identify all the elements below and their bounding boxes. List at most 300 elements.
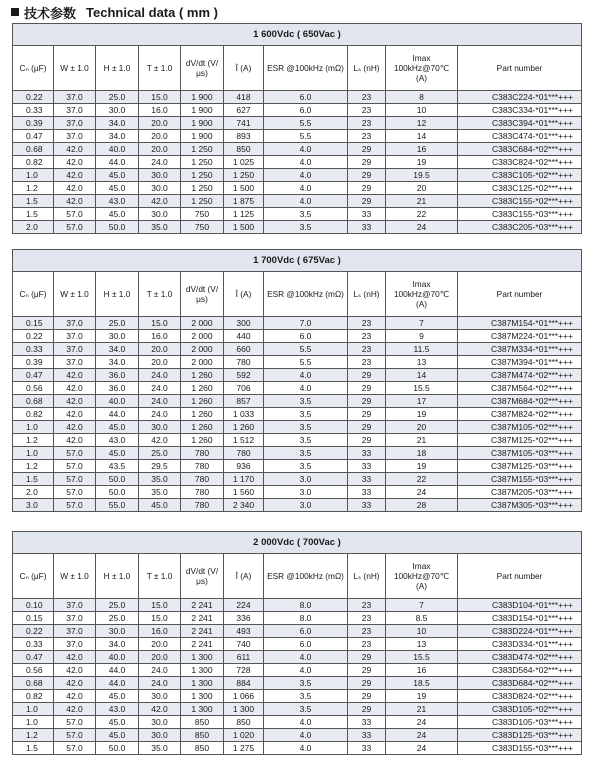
table-row bbox=[13, 473, 582, 486]
cell-w: 37.0 bbox=[54, 104, 96, 117]
cell-ls: 33 bbox=[348, 742, 386, 755]
cell-h: 36.0 bbox=[96, 382, 139, 395]
cell-esr: 5.5 bbox=[264, 130, 348, 143]
cell-esr: 3.0 bbox=[264, 486, 348, 499]
cell-ls: 29 bbox=[348, 156, 386, 169]
cell-ipk: 611 bbox=[224, 651, 264, 664]
cell-w: 42.0 bbox=[54, 408, 96, 421]
cell-ls: 23 bbox=[348, 130, 386, 143]
cell-part-number: C383C684-*02***+++ bbox=[458, 143, 582, 156]
cell-ipk: 728 bbox=[224, 664, 264, 677]
cell-ls: 23 bbox=[348, 612, 386, 625]
cell-part-number: C383C155-*02***+++ bbox=[458, 195, 582, 208]
cell-t: 16.0 bbox=[139, 330, 181, 343]
cell-cn: 0.15 bbox=[13, 612, 54, 625]
cell-part-number: C383D224-*01***+++ bbox=[458, 625, 582, 638]
cell-ls: 23 bbox=[348, 356, 386, 369]
cell-esr: 6.0 bbox=[264, 625, 348, 638]
cell-dvdt: 2 000 bbox=[181, 330, 224, 343]
table-row bbox=[13, 460, 582, 473]
header-part-number: Part number bbox=[458, 272, 582, 317]
cell-ls: 33 bbox=[348, 499, 386, 512]
cell-w: 37.0 bbox=[54, 117, 96, 130]
header-w: W ± 1.0 bbox=[54, 272, 96, 317]
cell-part-number: C387M824-*02***+++ bbox=[458, 408, 582, 421]
cell-part-number: C383C824-*02***+++ bbox=[458, 156, 582, 169]
table-title: 2 000Vdc ( 700Vac ) bbox=[13, 532, 582, 554]
cell-ipk: 627 bbox=[224, 104, 264, 117]
cell-ls: 29 bbox=[348, 182, 386, 195]
header-imax: Imax 100kHz@70℃ (A) bbox=[386, 554, 458, 599]
cell-t: 20.0 bbox=[139, 651, 181, 664]
cell-imax: 20 bbox=[386, 182, 458, 195]
cell-ipk: 850 bbox=[224, 143, 264, 156]
cell-t: 20.0 bbox=[139, 130, 181, 143]
cell-h: 55.0 bbox=[96, 499, 139, 512]
table-row bbox=[13, 421, 582, 434]
cell-esr: 5.5 bbox=[264, 356, 348, 369]
cell-esr: 4.0 bbox=[264, 143, 348, 156]
cell-dvdt: 1 250 bbox=[181, 182, 224, 195]
cell-cn: 1.5 bbox=[13, 195, 54, 208]
cell-ipk: 936 bbox=[224, 460, 264, 473]
cell-ipk: 418 bbox=[224, 91, 264, 104]
cell-part-number: C383D105-*02***+++ bbox=[458, 703, 582, 716]
cell-ipk: 1 170 bbox=[224, 473, 264, 486]
cell-t: 15.0 bbox=[139, 612, 181, 625]
cell-t: 35.0 bbox=[139, 742, 181, 755]
cell-imax: 28 bbox=[386, 499, 458, 512]
header-esr: ESR @100kHz (mΩ) bbox=[264, 46, 348, 91]
cell-ipk: 857 bbox=[224, 395, 264, 408]
cell-dvdt: 1 260 bbox=[181, 369, 224, 382]
cell-w: 37.0 bbox=[54, 343, 96, 356]
cell-part-number: C383C125-*02***+++ bbox=[458, 182, 582, 195]
header-row bbox=[13, 554, 582, 599]
header-ls: Lₛ (nH) bbox=[348, 554, 386, 599]
cell-dvdt: 780 bbox=[181, 486, 224, 499]
cell-esr: 4.0 bbox=[264, 169, 348, 182]
header-ls: Lₛ (nH) bbox=[348, 46, 386, 91]
cell-t: 20.0 bbox=[139, 117, 181, 130]
cell-h: 50.0 bbox=[96, 486, 139, 499]
table-row bbox=[13, 317, 582, 330]
cell-part-number: C387M394-*01***+++ bbox=[458, 356, 582, 369]
cell-ls: 29 bbox=[348, 143, 386, 156]
cell-ls: 29 bbox=[348, 382, 386, 395]
cell-dvdt: 1 260 bbox=[181, 408, 224, 421]
cell-esr: 8.0 bbox=[264, 612, 348, 625]
header-cn: Cₙ (μF) bbox=[13, 272, 54, 317]
cell-ipk: 741 bbox=[224, 117, 264, 130]
cell-imax: 16 bbox=[386, 143, 458, 156]
table-row bbox=[13, 408, 582, 421]
cell-w: 57.0 bbox=[54, 460, 96, 473]
cell-ls: 23 bbox=[348, 599, 386, 612]
cell-cn: 2.0 bbox=[13, 221, 54, 234]
cell-h: 50.0 bbox=[96, 221, 139, 234]
cell-dvdt: 1 900 bbox=[181, 117, 224, 130]
cell-imax: 10 bbox=[386, 625, 458, 638]
table-row bbox=[13, 330, 582, 343]
cell-w: 42.0 bbox=[54, 690, 96, 703]
cell-t: 24.0 bbox=[139, 408, 181, 421]
cell-cn: 0.22 bbox=[13, 625, 54, 638]
cell-w: 57.0 bbox=[54, 742, 96, 755]
header-esr: ESR @100kHz (mΩ) bbox=[264, 554, 348, 599]
cell-imax: 20 bbox=[386, 421, 458, 434]
cell-ipk: 493 bbox=[224, 625, 264, 638]
cell-ipk: 2 340 bbox=[224, 499, 264, 512]
cell-imax: 19 bbox=[386, 156, 458, 169]
heading-zh: 技术参数 bbox=[24, 5, 77, 21]
cell-h: 36.0 bbox=[96, 369, 139, 382]
header-ipk: Î (A) bbox=[224, 554, 264, 599]
cell-dvdt: 2 241 bbox=[181, 599, 224, 612]
cell-dvdt: 780 bbox=[181, 460, 224, 473]
cell-t: 24.0 bbox=[139, 664, 181, 677]
cell-ls: 29 bbox=[348, 651, 386, 664]
cell-part-number: C383D105-*03***+++ bbox=[458, 716, 582, 729]
table-title-row bbox=[13, 532, 582, 554]
cell-cn: 0.68 bbox=[13, 143, 54, 156]
cell-imax: 10 bbox=[386, 104, 458, 117]
cell-part-number: C383C224-*01***+++ bbox=[458, 91, 582, 104]
cell-esr: 3.0 bbox=[264, 499, 348, 512]
cell-esr: 3.5 bbox=[264, 677, 348, 690]
cell-esr: 5.5 bbox=[264, 117, 348, 130]
cell-h: 44.0 bbox=[96, 664, 139, 677]
header-dvdt: dV/dt (V/μs) bbox=[181, 272, 224, 317]
cell-w: 37.0 bbox=[54, 638, 96, 651]
header-h: H ± 1.0 bbox=[96, 272, 139, 317]
cell-cn: 0.82 bbox=[13, 408, 54, 421]
cell-esr: 6.0 bbox=[264, 104, 348, 117]
header-h: H ± 1.0 bbox=[96, 46, 139, 91]
cell-w: 42.0 bbox=[54, 664, 96, 677]
cell-imax: 19 bbox=[386, 690, 458, 703]
cell-part-number: C383C155-*03***+++ bbox=[458, 208, 582, 221]
cell-part-number: C387M474-*02***+++ bbox=[458, 369, 582, 382]
table-row bbox=[13, 434, 582, 447]
cell-t: 24.0 bbox=[139, 156, 181, 169]
cell-esr: 4.0 bbox=[264, 369, 348, 382]
cell-dvdt: 1 260 bbox=[181, 434, 224, 447]
cell-h: 25.0 bbox=[96, 91, 139, 104]
cell-ls: 23 bbox=[348, 317, 386, 330]
cell-t: 20.0 bbox=[139, 638, 181, 651]
cell-imax: 19 bbox=[386, 408, 458, 421]
cell-h: 44.0 bbox=[96, 408, 139, 421]
cell-esr: 3.5 bbox=[264, 395, 348, 408]
cell-dvdt: 1 260 bbox=[181, 395, 224, 408]
cell-ipk: 224 bbox=[224, 599, 264, 612]
cell-w: 42.0 bbox=[54, 369, 96, 382]
cell-esr: 6.0 bbox=[264, 638, 348, 651]
cell-t: 42.0 bbox=[139, 434, 181, 447]
table-row bbox=[13, 703, 582, 716]
cell-t: 30.0 bbox=[139, 716, 181, 729]
cell-ls: 29 bbox=[348, 195, 386, 208]
cell-cn: 0.56 bbox=[13, 664, 54, 677]
cell-ipk: 1 500 bbox=[224, 221, 264, 234]
cell-t: 30.0 bbox=[139, 690, 181, 703]
cell-part-number: C387M224-*01***+++ bbox=[458, 330, 582, 343]
header-imax: Imax 100kHz@70℃ (A) bbox=[386, 272, 458, 317]
cell-part-number: C387M684-*02***+++ bbox=[458, 395, 582, 408]
cell-ipk: 740 bbox=[224, 638, 264, 651]
cell-part-number: C383D684-*02***+++ bbox=[458, 677, 582, 690]
table-row bbox=[13, 182, 582, 195]
table-row bbox=[13, 356, 582, 369]
cell-cn: 1.0 bbox=[13, 703, 54, 716]
cell-cn: 0.22 bbox=[13, 330, 54, 343]
cell-t: 16.0 bbox=[139, 625, 181, 638]
heading-en: Technical data ( mm ) bbox=[86, 4, 218, 20]
cell-w: 37.0 bbox=[54, 625, 96, 638]
table-row bbox=[13, 612, 582, 625]
cell-part-number: C383C205-*03***+++ bbox=[458, 221, 582, 234]
cell-esr: 6.0 bbox=[264, 330, 348, 343]
cell-t: 15.0 bbox=[139, 317, 181, 330]
cell-t: 24.0 bbox=[139, 382, 181, 395]
cell-w: 42.0 bbox=[54, 421, 96, 434]
cell-dvdt: 1 250 bbox=[181, 195, 224, 208]
cell-dvdt: 1 260 bbox=[181, 382, 224, 395]
cell-ls: 29 bbox=[348, 664, 386, 677]
cell-ls: 29 bbox=[348, 169, 386, 182]
table-row bbox=[13, 104, 582, 117]
cell-h: 25.0 bbox=[96, 612, 139, 625]
cell-part-number: C383D564-*02***+++ bbox=[458, 664, 582, 677]
table-row bbox=[13, 742, 582, 755]
cell-imax: 19.5 bbox=[386, 169, 458, 182]
table-row bbox=[13, 729, 582, 742]
table-row bbox=[13, 208, 582, 221]
cell-esr: 3.5 bbox=[264, 690, 348, 703]
cell-part-number: C383D474-*02***+++ bbox=[458, 651, 582, 664]
square-bullet-icon bbox=[11, 8, 19, 16]
cell-esr: 3.5 bbox=[264, 421, 348, 434]
cell-t: 20.0 bbox=[139, 343, 181, 356]
table-row bbox=[13, 677, 582, 690]
cell-esr: 3.5 bbox=[264, 221, 348, 234]
cell-imax: 9 bbox=[386, 330, 458, 343]
cell-ipk: 1 250 bbox=[224, 169, 264, 182]
cell-dvdt: 2 000 bbox=[181, 343, 224, 356]
cell-w: 42.0 bbox=[54, 156, 96, 169]
cell-ls: 33 bbox=[348, 460, 386, 473]
table-row bbox=[13, 195, 582, 208]
cell-ipk: 440 bbox=[224, 330, 264, 343]
cell-dvdt: 850 bbox=[181, 729, 224, 742]
table-row bbox=[13, 169, 582, 182]
cell-imax: 24 bbox=[386, 716, 458, 729]
header-t: T ± 1.0 bbox=[139, 272, 181, 317]
cell-dvdt: 1 250 bbox=[181, 169, 224, 182]
cell-dvdt: 1 300 bbox=[181, 690, 224, 703]
cell-h: 34.0 bbox=[96, 356, 139, 369]
cell-dvdt: 1 300 bbox=[181, 651, 224, 664]
table-row bbox=[13, 447, 582, 460]
header-w: W ± 1.0 bbox=[54, 554, 96, 599]
cell-t: 29.5 bbox=[139, 460, 181, 473]
cell-t: 35.0 bbox=[139, 486, 181, 499]
header-ipk: Î (A) bbox=[224, 272, 264, 317]
cell-esr: 4.0 bbox=[264, 182, 348, 195]
cell-part-number: C383C105-*02***+++ bbox=[458, 169, 582, 182]
cell-h: 45.0 bbox=[96, 729, 139, 742]
cell-t: 45.0 bbox=[139, 499, 181, 512]
cell-h: 50.0 bbox=[96, 473, 139, 486]
cell-imax: 12 bbox=[386, 117, 458, 130]
cell-part-number: C387M155-*03***+++ bbox=[458, 473, 582, 486]
spec-table-1700vdc bbox=[12, 249, 582, 512]
cell-h: 30.0 bbox=[96, 625, 139, 638]
table-row bbox=[13, 599, 582, 612]
cell-w: 37.0 bbox=[54, 330, 96, 343]
cell-imax: 24 bbox=[386, 486, 458, 499]
cell-part-number: C387M105-*02***+++ bbox=[458, 421, 582, 434]
table-title: 1 600Vdc ( 650Vac ) bbox=[13, 24, 582, 46]
cell-ipk: 1 560 bbox=[224, 486, 264, 499]
cell-esr: 7.0 bbox=[264, 317, 348, 330]
cell-ipk: 706 bbox=[224, 382, 264, 395]
header-cn: Cₙ (μF) bbox=[13, 554, 54, 599]
cell-ls: 33 bbox=[348, 221, 386, 234]
cell-t: 15.0 bbox=[139, 91, 181, 104]
cell-w: 57.0 bbox=[54, 473, 96, 486]
table-title-row bbox=[13, 24, 582, 46]
cell-imax: 21 bbox=[386, 195, 458, 208]
header-esr: ESR @100kHz (mΩ) bbox=[264, 272, 348, 317]
cell-t: 24.0 bbox=[139, 369, 181, 382]
cell-cn: 1.0 bbox=[13, 716, 54, 729]
cell-cn: 1.0 bbox=[13, 169, 54, 182]
cell-ls: 33 bbox=[348, 729, 386, 742]
cell-w: 37.0 bbox=[54, 130, 96, 143]
cell-dvdt: 1 260 bbox=[181, 421, 224, 434]
cell-t: 30.0 bbox=[139, 182, 181, 195]
cell-h: 45.0 bbox=[96, 182, 139, 195]
cell-imax: 15.5 bbox=[386, 651, 458, 664]
cell-dvdt: 1 900 bbox=[181, 130, 224, 143]
table-row bbox=[13, 221, 582, 234]
header-t: T ± 1.0 bbox=[139, 46, 181, 91]
table-row bbox=[13, 382, 582, 395]
cell-part-number: C383C474-*01***+++ bbox=[458, 130, 582, 143]
cell-dvdt: 2 241 bbox=[181, 638, 224, 651]
cell-ls: 29 bbox=[348, 421, 386, 434]
cell-imax: 14 bbox=[386, 369, 458, 382]
cell-ipk: 1 066 bbox=[224, 690, 264, 703]
cell-dvdt: 780 bbox=[181, 499, 224, 512]
cell-cn: 1.0 bbox=[13, 447, 54, 460]
cell-esr: 3.5 bbox=[264, 208, 348, 221]
cell-cn: 0.68 bbox=[13, 395, 54, 408]
cell-dvdt: 750 bbox=[181, 208, 224, 221]
cell-h: 44.0 bbox=[96, 156, 139, 169]
cell-part-number: C387M205-*03***+++ bbox=[458, 486, 582, 499]
cell-part-number: C387M125-*03***+++ bbox=[458, 460, 582, 473]
cell-w: 42.0 bbox=[54, 395, 96, 408]
cell-imax: 19 bbox=[386, 460, 458, 473]
cell-dvdt: 1 900 bbox=[181, 91, 224, 104]
cell-dvdt: 2 000 bbox=[181, 356, 224, 369]
cell-imax: 17 bbox=[386, 395, 458, 408]
header-cn: Cₙ (μF) bbox=[13, 46, 54, 91]
cell-h: 25.0 bbox=[96, 599, 139, 612]
cell-t: 30.0 bbox=[139, 169, 181, 182]
table-row bbox=[13, 395, 582, 408]
cell-ipk: 592 bbox=[224, 369, 264, 382]
cell-t: 35.0 bbox=[139, 221, 181, 234]
cell-imax: 7 bbox=[386, 599, 458, 612]
header-part-number: Part number bbox=[458, 554, 582, 599]
cell-ls: 29 bbox=[348, 703, 386, 716]
cell-w: 42.0 bbox=[54, 677, 96, 690]
cell-ls: 33 bbox=[348, 447, 386, 460]
cell-imax: 14 bbox=[386, 130, 458, 143]
table-row bbox=[13, 143, 582, 156]
cell-ls: 33 bbox=[348, 473, 386, 486]
cell-h: 40.0 bbox=[96, 651, 139, 664]
cell-w: 57.0 bbox=[54, 208, 96, 221]
cell-ls: 29 bbox=[348, 369, 386, 382]
cell-h: 25.0 bbox=[96, 317, 139, 330]
cell-esr: 5.5 bbox=[264, 343, 348, 356]
cell-dvdt: 750 bbox=[181, 221, 224, 234]
spec-table-1600vdc bbox=[12, 23, 582, 234]
cell-imax: 18 bbox=[386, 447, 458, 460]
cell-w: 42.0 bbox=[54, 182, 96, 195]
cell-h: 30.0 bbox=[96, 104, 139, 117]
cell-ipk: 1 512 bbox=[224, 434, 264, 447]
cell-esr: 3.5 bbox=[264, 447, 348, 460]
cell-imax: 21 bbox=[386, 434, 458, 447]
table-row bbox=[13, 625, 582, 638]
cell-w: 42.0 bbox=[54, 382, 96, 395]
cell-t: 30.0 bbox=[139, 729, 181, 742]
header-row bbox=[13, 46, 582, 91]
cell-w: 37.0 bbox=[54, 599, 96, 612]
cell-dvdt: 1 300 bbox=[181, 677, 224, 690]
cell-cn: 0.10 bbox=[13, 599, 54, 612]
table-title-row bbox=[13, 250, 582, 272]
cell-imax: 16 bbox=[386, 664, 458, 677]
cell-h: 43.0 bbox=[96, 434, 139, 447]
table-row bbox=[13, 91, 582, 104]
cell-cn: 2.0 bbox=[13, 486, 54, 499]
table-row bbox=[13, 651, 582, 664]
cell-t: 42.0 bbox=[139, 703, 181, 716]
cell-ls: 23 bbox=[348, 104, 386, 117]
cell-w: 57.0 bbox=[54, 486, 96, 499]
cell-t: 20.0 bbox=[139, 356, 181, 369]
cell-dvdt: 1 300 bbox=[181, 664, 224, 677]
cell-imax: 21 bbox=[386, 703, 458, 716]
cell-esr: 4.0 bbox=[264, 195, 348, 208]
cell-ls: 33 bbox=[348, 716, 386, 729]
cell-ipk: 850 bbox=[224, 716, 264, 729]
cell-t: 35.0 bbox=[139, 473, 181, 486]
cell-cn: 0.33 bbox=[13, 343, 54, 356]
cell-w: 42.0 bbox=[54, 195, 96, 208]
cell-ls: 23 bbox=[348, 343, 386, 356]
cell-t: 30.0 bbox=[139, 421, 181, 434]
header-dvdt: dV/dt (V/μs) bbox=[181, 46, 224, 91]
cell-imax: 7 bbox=[386, 317, 458, 330]
